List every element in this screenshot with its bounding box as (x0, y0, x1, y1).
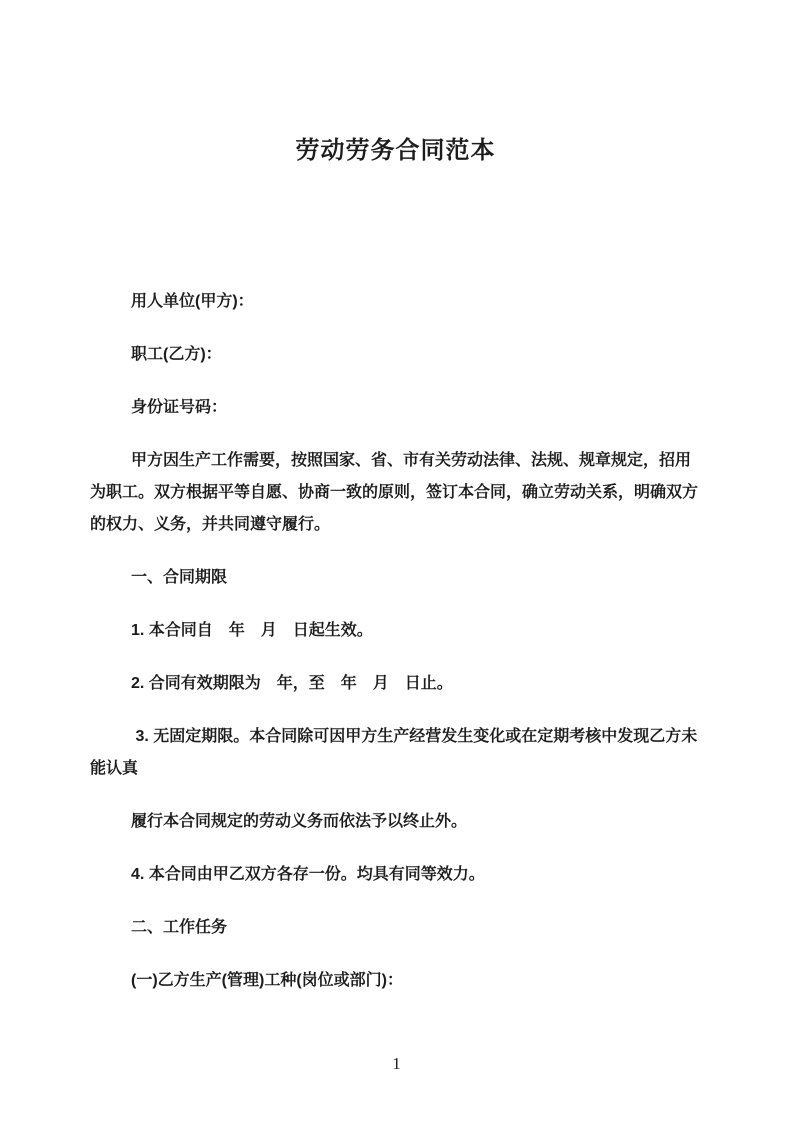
clause-3-open-term: 3. 无固定期限。本合同除可因甲方生产经营发生变化或在定期考核中发现乙方未能认真 (90, 728, 698, 777)
intro-paragraph: 甲方因生产工作需要，按照国家、省、市有关劳动法律、法规、规章规定，招用为职工。双方根据平等自愿、协商一致的原则，签订本合同，确立劳动关系，明确双方的权力、义务，并共同遵守履行。 (90, 452, 699, 533)
id-number-label: 身份证号码： (131, 399, 228, 416)
party-a-label: 用人单位(甲方)： (131, 293, 254, 310)
clause-2-validity-period: 2. 合同有效期限为 年，至 年 月 日止。 (131, 675, 453, 692)
work-type-label: (一)乙方生产(管理)工种(岗位或部门)： (131, 972, 403, 989)
section-1-heading: 一、合同期限 (131, 569, 228, 586)
document-title: 劳动劳务合同范本 (295, 137, 496, 164)
clause-1-effective-date: 1. 本合同自 年 月 日起生效。 (131, 622, 373, 639)
clause-4-copies: 4. 本合同由甲乙双方各存一份。均具有同等效力。 (131, 866, 485, 883)
section-2-heading: 二、工作任务 (131, 919, 228, 936)
party-b-label: 职工(乙方)： (131, 346, 222, 363)
page-number: 1 (392, 1054, 401, 1073)
clause-3-continuation: 履行本合同规定的劳动义务而依法予以终止外。 (131, 813, 468, 830)
